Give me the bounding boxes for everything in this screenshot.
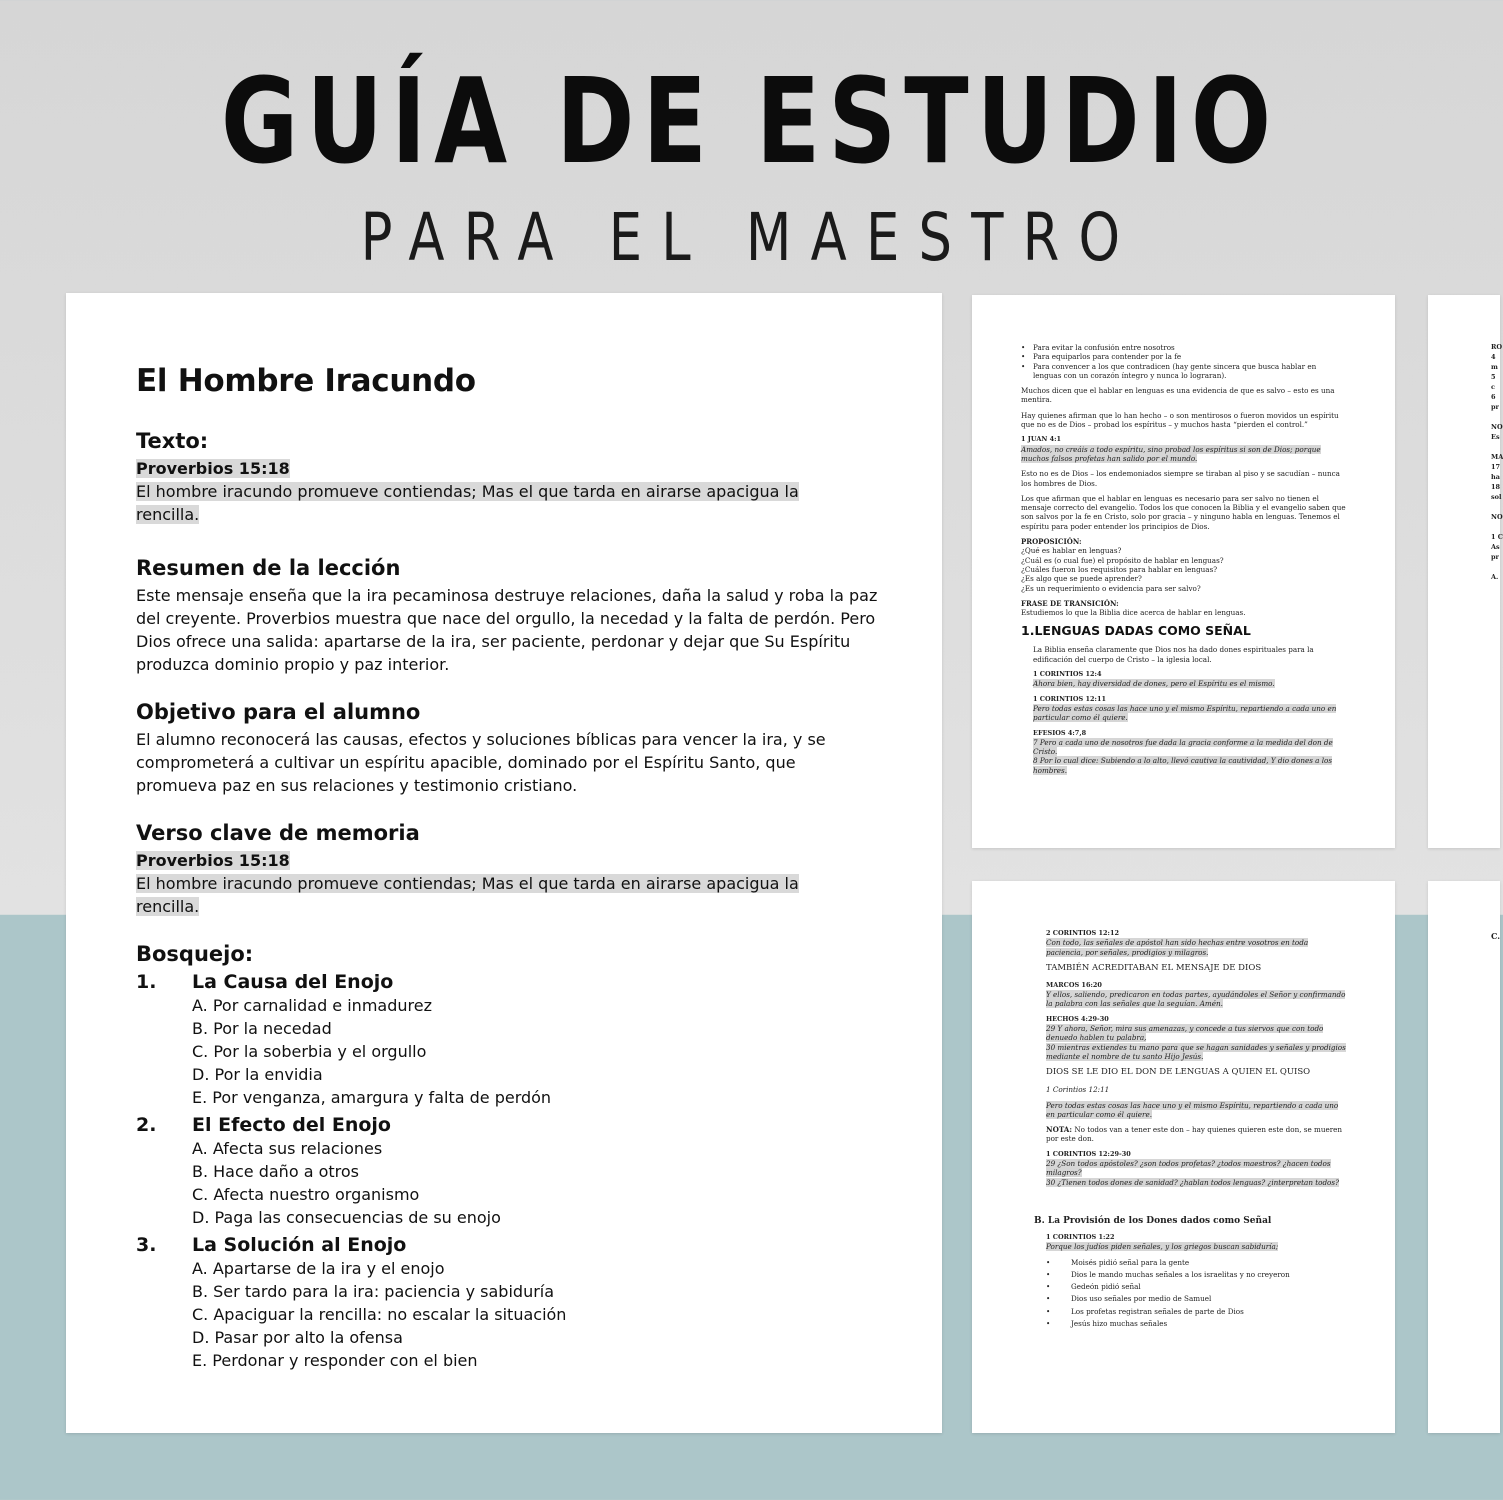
main-document-page bbox=[66, 293, 942, 1433]
scripture-quote: Con todo, las señales de apóstol han sido hechas entre vosotros en toda paciencia, por señales, prodigios y milagros. bbox=[1046, 938, 1309, 957]
cropped-text-column: RO 4 m 5 c 6 pr NO Es MA 17 ha 18 sol NO 1 C As pr A. bbox=[1491, 343, 1503, 581]
list-item: • Gedeón pidió señal bbox=[1046, 1282, 1141, 1292]
bosquejo-heading: Bosquejo: bbox=[136, 942, 254, 966]
cropped-text: C. bbox=[1491, 931, 1501, 941]
outline-subpoint: D. Paga las consecuencias de su enojo bbox=[192, 1208, 501, 1227]
list-item: • Para convencer a los que contradicen (hay gente sincera que busca hablar en lenguas con un corazón íntegro y nunca lo lograran). bbox=[1021, 361, 1317, 380]
resumen-heading: Resumen de la lección bbox=[136, 556, 401, 580]
scripture-quote: 7 Pero a cada uno de nosotros fue dada la gracia conforme a la medida del don de Cristo. bbox=[1033, 737, 1333, 757]
subheading: TAMBIÉN ACREDITABAN EL MENSAJE DE DIOS bbox=[1046, 962, 1262, 973]
scripture-quote: Amados, no creáis a todo espíritu, sino probad los espíritus si son de Dios; porque muchos falsos profetas han salido por el mundo. bbox=[1021, 444, 1321, 463]
section-heading: B. La Provisión de los Dones dados como Señal bbox=[1034, 1216, 1272, 1226]
outline-number: 1. bbox=[136, 971, 157, 993]
outline-subpoint: D. Por la envidia bbox=[192, 1065, 323, 1084]
scripture-quote: Y ellos, saliendo, predicaron en todas partes, ayudándoles el Señor y confirmando la palabra con las señales que la seguían. Amén. bbox=[1046, 990, 1346, 1009]
paragraph: Esto no es de Dios – los endemoniados siempre se tiraban al piso y se sacudían – nunca los hombres de Dios. bbox=[1021, 469, 1340, 488]
list-item: • Para evitar la confusión entre nosotros bbox=[1021, 343, 1175, 352]
scripture-reference: HECHOS 4:29-30 bbox=[1046, 1014, 1109, 1023]
verso-reference: Proverbios 15:18 bbox=[136, 851, 290, 870]
scripture-reference: MARCOS 16:20 bbox=[1046, 980, 1102, 989]
scripture-quote: 29 Y ahora, Señor, mira sus amenazas, y concede a tus siervos que con todo denuedo hablen tu palabra, bbox=[1046, 1024, 1324, 1043]
objetivo-heading: Objetivo para el alumno bbox=[136, 700, 421, 724]
outline-item bbox=[136, 1233, 896, 1372]
texto-reference: Proverbios 15:18 bbox=[136, 459, 290, 478]
scripture-quote: 8 Por lo cual dice: Subiendo a lo alto, llevó cautiva la cautividad, Y dio dones a los hombres. bbox=[1033, 756, 1333, 775]
preview-page-3 bbox=[1428, 295, 1503, 848]
proposicion-label: PROPOSICIÓN: bbox=[1021, 537, 1082, 547]
objetivo-section bbox=[136, 700, 896, 797]
question-line: ¿Es un requerimiento o evidencia para ser salvo? bbox=[1021, 583, 1201, 593]
scripture-reference: 1 JUAN 4:1 bbox=[1021, 435, 1062, 444]
banner-subtitle: PARA EL MAESTRO bbox=[360, 199, 1140, 276]
outline-number: 3. bbox=[136, 1234, 157, 1256]
outline-subpoint: B. Por la necedad bbox=[192, 1019, 332, 1038]
scripture-reference: 1 CORINTIOS 12:11 bbox=[1033, 694, 1106, 703]
outline-title: El Efecto del Enojo bbox=[192, 1114, 391, 1136]
outline-item bbox=[136, 1113, 896, 1229]
outline-subpoint: B. Ser tardo para la ira: paciencia y sabiduría bbox=[192, 1282, 555, 1301]
scripture-quote: 30 mientras extiendes tu mano para que se hagan sanidades y señales y prodigios mediante el nombre de tu santo Hijo Jesús. bbox=[1046, 1042, 1346, 1061]
paragraph: Muchos dicen que el hablar en lenguas es una evidencia de que es salvo – esto es una mentira. bbox=[1021, 386, 1335, 405]
texto-heading: Texto: bbox=[136, 429, 209, 453]
banner-title: GUÍA DE ESTUDIO bbox=[220, 52, 1280, 190]
bosquejo-section bbox=[136, 942, 896, 1372]
outline-subpoint: E. Perdonar y responder con el bien bbox=[192, 1351, 478, 1370]
scripture-reference: EFESIOS 4:7,8 bbox=[1033, 728, 1087, 737]
texto-verse: El hombre iracundo promueve contiendas; Mas el que tarda en airarse apacigua la rencilla. bbox=[136, 482, 799, 524]
list-item: • Dios uso señales por medio de Samuel bbox=[1046, 1294, 1212, 1304]
list-item: • Moisés pidió señal para la gente bbox=[1046, 1257, 1190, 1267]
resumen-body: Este mensaje enseña que la ira pecaminosa destruye relaciones, daña la salud y roba la paz del creyente. Proverbios muestra que nace del orgullo, la necedad y la falta de perdón. Pero Dios ofrece una salida: apartarse de la ira, ser paciente, perdonar y dejar que Su Espíritu produzca dominio propio y paz interior. bbox=[136, 586, 878, 674]
paragraph: Los que afirman que el hablar en lenguas es necesario para ser salvo no tienen el mensaje correcto del evangelio. Todos los que conocen la Biblia y el evangelio saben que son salvos por la fe en Cristo, solo por gracia – y ninguno habla en lenguas. Tenemos el espíritu para poder entender los principios de Dios. bbox=[1021, 493, 1346, 531]
list-item: • Los profetas registran señales de parte de Dios bbox=[1046, 1306, 1244, 1316]
resumen-section bbox=[136, 556, 896, 676]
paragraph: Hay quienes afirman que lo han hecho – o son mentirosos o fueron movidos un espíritu que no es de Dios – probad los espíritus – y muchos hasta “pierden el control.” bbox=[1021, 410, 1339, 430]
verso-heading: Verso clave de memoria bbox=[136, 821, 420, 845]
outline-subpoint: C. Apaciguar la rencilla: no escalar la situación bbox=[192, 1305, 567, 1324]
scripture-quote: Porque los judíos piden señales, y los griegos buscan sabiduría; bbox=[1046, 1242, 1279, 1252]
paragraph: Estudiemos lo que la Biblia dice acerca de hablar en lenguas. bbox=[1021, 608, 1246, 618]
section-heading: 1.LENGUAS DADAS COMO SEÑAL bbox=[1021, 623, 1251, 639]
question-line: ¿Qué es hablar en lenguas? bbox=[1021, 546, 1122, 556]
objetivo-body: El alumno reconocerá las causas, efectos y soluciones bíblicas para vencer la ira, y se comprometerá a cultivar un espíritu apacible, dominado por el Espíritu Santo, que promueva paz en sus relaciones y testimonio cristiano. bbox=[136, 730, 826, 795]
outline-title: La Solución al Enojo bbox=[192, 1234, 407, 1256]
texto-section bbox=[136, 429, 896, 526]
outline-subpoint: C. Por la soberbia y el orgullo bbox=[192, 1042, 427, 1061]
list-item: • Dios le mando muchas señales a los israelitas y no creyeron bbox=[1046, 1269, 1290, 1279]
outline-title: La Causa del Enojo bbox=[192, 971, 394, 993]
nota-paragraph: NOTA: No todos van a tener este don – hay quienes quieren este don, se mueren por este don. bbox=[1046, 1125, 1343, 1144]
scripture-quote: Pero todas estas cosas las hace uno y el mismo Espíritu, repartiendo a cada uno en particular como él quiere. bbox=[1046, 1100, 1339, 1119]
outline-subpoint: B. Hace daño a otros bbox=[192, 1162, 359, 1181]
scripture-quote: Pero todas estas cosas las hace uno y el mismo Espíritu, repartiendo a cada uno en particular como él quiere. bbox=[1033, 703, 1337, 723]
outline-subpoint: C. Afecta nuestro organismo bbox=[192, 1185, 420, 1204]
outline-subpoint: E. Por venganza, amargura y falta de perdón bbox=[192, 1088, 552, 1107]
scripture-reference: 1 CORINTIOS 12:4 bbox=[1033, 670, 1102, 679]
list-item: • Jesús hizo muchas señales bbox=[1046, 1319, 1168, 1329]
scripture-quote: 30 ¿Tienen todos dones de sanidad? ¿hablan todos lenguas? ¿interpretan todos? bbox=[1046, 1177, 1339, 1187]
verso-section bbox=[136, 821, 896, 918]
scripture-reference: 2 CORINTIOS 12:12 bbox=[1046, 929, 1119, 937]
preview-page-5 bbox=[1428, 881, 1500, 1433]
outline-subpoint: D. Pasar por alto la ofensa bbox=[192, 1328, 403, 1347]
question-line: ¿Es algo que se puede aprender? bbox=[1021, 574, 1142, 584]
scripture-quote: 29 ¿Son todos apóstoles? ¿son todos profetas? ¿todos maestros? ¿hacen todos milagros? bbox=[1046, 1159, 1331, 1178]
list-item: • Para equiparlos para contender por la fe bbox=[1021, 352, 1182, 362]
paragraph: La Biblia enseña claramente que Dios nos ha dado dones espirituales para la edificación del cuerpo de Cristo – la iglesia local. bbox=[1033, 645, 1314, 664]
verso-verse: El hombre iracundo promueve contiendas; Mas el que tarda en airarse apacigua la rencilla. bbox=[136, 874, 799, 916]
scripture-reference: 1 Corintios 12:11 bbox=[1046, 1085, 1110, 1095]
outline-number: 2. bbox=[136, 1114, 157, 1136]
outline-item bbox=[136, 970, 896, 1109]
preview-page-2 bbox=[972, 295, 1395, 848]
scripture-reference: 1 CORINTIOS 12:29-30 bbox=[1046, 1149, 1131, 1158]
scripture-reference: 1 CORINTIOS 1:22 bbox=[1046, 1233, 1115, 1241]
lesson-title: El Hombre Iracundo bbox=[136, 363, 476, 399]
subheading: DIOS SE LE DIO EL DON DE LENGUAS A QUIEN EL QUISO bbox=[1046, 1067, 1311, 1078]
preview-page-4 bbox=[972, 881, 1395, 1433]
outline-subpoint: A. Por carnalidad e inmadurez bbox=[192, 996, 432, 1015]
question-line: ¿Cuáles fueron los requisitos para hablar en lenguas? bbox=[1021, 564, 1218, 574]
outline-subpoint: A. Afecta sus relaciones bbox=[192, 1139, 383, 1158]
frase-label: FRASE DE TRANSICIÓN: bbox=[1021, 598, 1119, 608]
scripture-quote: Ahora bien, hay diversidad de dones, pero el Espíritu es el mismo. bbox=[1033, 679, 1275, 689]
outline-subpoint: A. Apartarse de la ira y el enojo bbox=[192, 1259, 445, 1278]
question-line: ¿Cuál es (o cual fue) el propósito de hablar en lenguas? bbox=[1021, 555, 1224, 565]
